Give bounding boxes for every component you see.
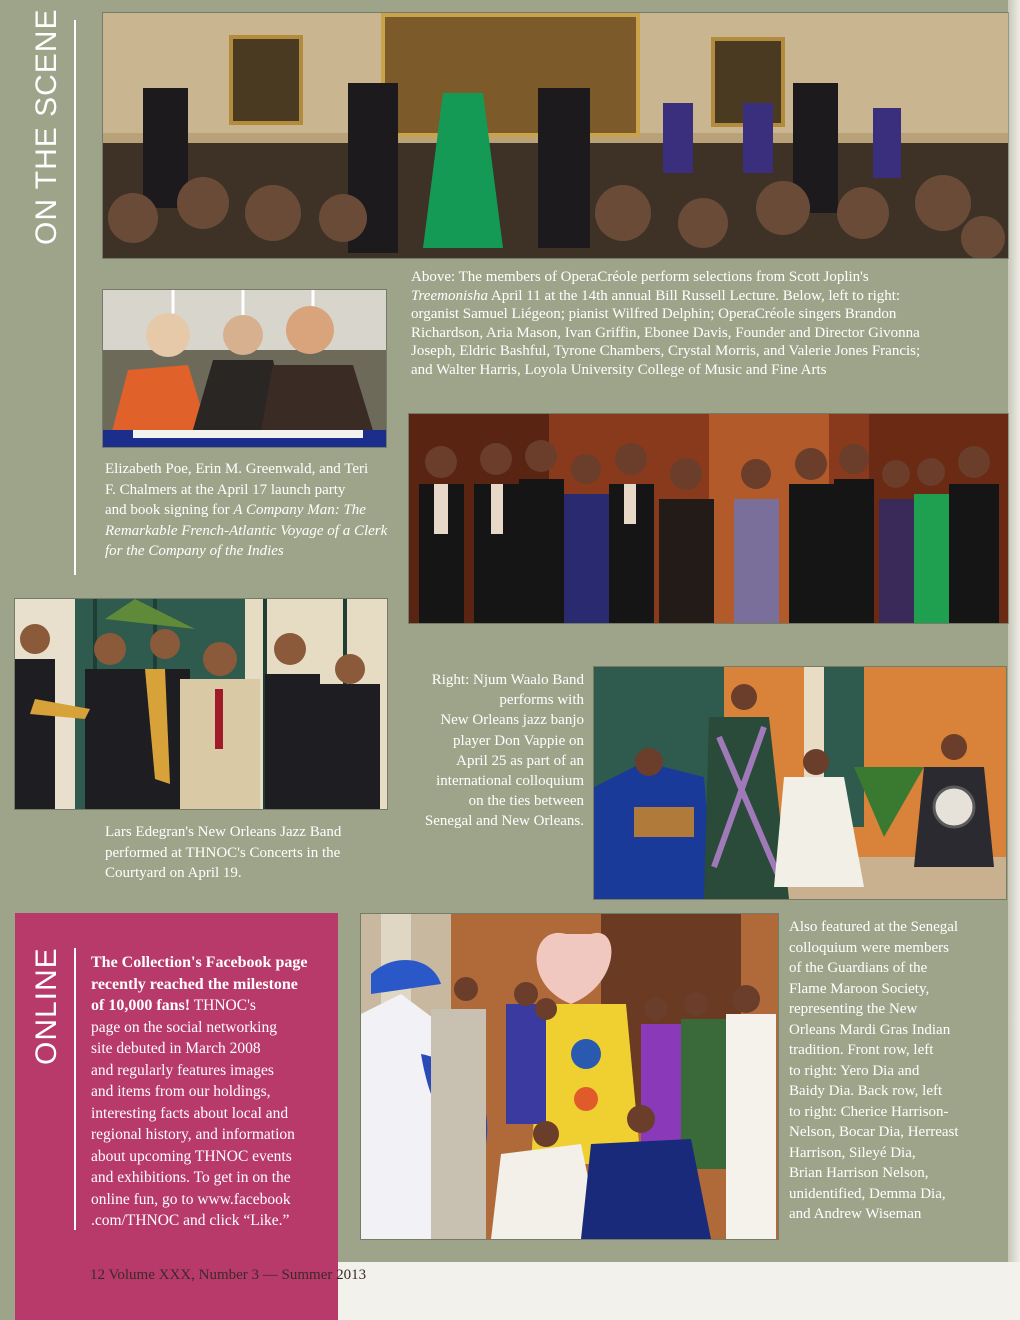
caption-line <box>105 541 395 562</box>
page-footer: 12 Volume XXX, Number 3 — Summer 2013 <box>90 1267 367 1283</box>
caption-line: performs with <box>499 692 584 709</box>
online-line: page on the social networking <box>91 1018 277 1036</box>
caption-launch-party <box>105 459 395 562</box>
caption-line: on the ties between <box>468 793 584 810</box>
online-headline: of 10,000 fans! <box>91 997 191 1014</box>
caption-guardians <box>789 917 1009 1225</box>
photo-jazz-band <box>15 599 387 809</box>
caption-line: Flame Maroon Society, <box>789 980 930 997</box>
caption-line <box>411 287 1001 306</box>
caption-jazz-band <box>105 822 395 884</box>
caption-line: Lars Edegran's New Orleans Jazz Band <box>105 824 342 840</box>
caption-line: Orleans Mardi Gras Indian <box>789 1021 951 1038</box>
online-text: THNOC's <box>190 997 256 1014</box>
online-line: and exhibitions. To get in on the <box>91 1169 291 1186</box>
caption-text: and book signing for <box>105 502 234 518</box>
page-margin <box>338 1262 1020 1320</box>
caption-line <box>105 521 395 542</box>
caption-line: Nelson, Bocar Dia, Herreast <box>789 1124 959 1140</box>
photo-njum-waalo-band <box>594 667 1006 899</box>
online-line: regional history, and information <box>91 1126 295 1143</box>
caption-line: New Orleans jazz banjo <box>440 712 584 729</box>
online-line: and items from our holdings, <box>91 1083 271 1100</box>
section-title-on-the-scene: ON THE SCENE <box>30 8 63 245</box>
caption-line: colloquium were members <box>789 939 949 956</box>
caption-line: representing the New <box>789 1001 918 1017</box>
caption-line: Courtyard on April 19. <box>105 865 242 881</box>
caption-line: and Andrew Wiseman <box>789 1206 922 1222</box>
section-divider-line <box>74 948 76 1230</box>
online-facebook-text <box>91 952 331 1232</box>
online-line <box>91 995 331 1017</box>
online-line: interesting facts about local and <box>91 1104 289 1122</box>
caption-line: player Don Vappie on <box>453 732 584 749</box>
photo-guardians-of-the-flame <box>361 914 778 1239</box>
caption-line: tradition. Front row, left <box>789 1042 934 1058</box>
online-headline: recently reached the milestone <box>91 975 298 993</box>
caption-line: of the Guardians of the <box>789 960 928 976</box>
caption-line: Senegal and New Orleans. <box>424 813 584 830</box>
caption-line: unidentified, Demma Dia, <box>789 1185 946 1202</box>
caption-line: Brian Harrison Nelson, <box>789 1165 929 1181</box>
online-headline: The Collection's Facebook page <box>91 954 308 971</box>
caption-line <box>105 500 395 521</box>
online-line: and regularly features images <box>91 1061 274 1079</box>
caption-title: A Company Man: The <box>233 502 366 518</box>
caption-line: and Walter Harris, Loyola University College of Music and Fine Arts <box>411 361 827 378</box>
photo-operacreole-performance <box>103 13 1008 258</box>
caption-line: Harrison, Sileyé Dia, <box>789 1144 916 1161</box>
caption-line: Also featured at the Senegal <box>789 919 959 935</box>
caption-title: for the Company of the Indies <box>105 543 284 559</box>
caption-line: Elizabeth Poe, Erin M. Greenwald, and Teri <box>105 461 369 477</box>
photo-launch-party <box>103 290 386 447</box>
online-line <box>91 974 331 996</box>
caption-line: Richardson, Aria Mason, Ivan Griffin, Ebonee Davis, Founder and Director Givonna <box>411 324 920 341</box>
photo-operacreole-group <box>409 414 1008 623</box>
section-title-online: ONLINE <box>30 947 63 1065</box>
caption-text: April 11 at the 14th annual Bill Russell Lecture. Below, left to right: <box>487 287 901 304</box>
caption-title: Treemonisha <box>411 287 488 304</box>
online-line: online fun, go to www.facebook <box>91 1190 291 1208</box>
caption-njum-waalo <box>400 670 584 832</box>
caption-line: Baidy Dia. Back row, left <box>789 1083 943 1099</box>
online-line: .com/THNOC and click “Like.” <box>91 1212 290 1229</box>
caption-line: Joseph, Eldric Bashful, Tyrone Chambers, Crystal Morris, and Valerie Jones Francis; <box>411 343 921 360</box>
caption-title: Remarkable French-Atlantic Voyage of a Clerk <box>105 522 388 539</box>
caption-line: to right: Yero Dia and <box>789 1062 920 1079</box>
caption-line: Above: The members of OperaCréole perform selections from Scott Joplin's <box>411 269 869 285</box>
page-edge <box>1008 0 1020 1320</box>
caption-line: F. Chalmers at the April 17 launch party <box>105 481 346 498</box>
online-line: site debuted in March 2008 <box>91 1040 261 1057</box>
caption-line: international colloquium <box>436 773 584 790</box>
online-line <box>91 952 331 974</box>
caption-line: performed at THNOC's Concerts in the <box>105 844 341 861</box>
section-divider-line <box>74 20 76 575</box>
caption-line: organist Samuel Liégeon; pianist Wilfred Delphin; OperaCréole singers Brandon <box>411 306 897 323</box>
caption-line: Right: Njum Waalo Band <box>431 672 584 688</box>
caption-line: April 25 as part of an <box>456 752 584 769</box>
caption-line: to right: Cherice Harrison- <box>789 1103 949 1120</box>
online-line: about upcoming THNOC events <box>91 1147 292 1165</box>
caption-operacreole <box>411 268 1001 380</box>
